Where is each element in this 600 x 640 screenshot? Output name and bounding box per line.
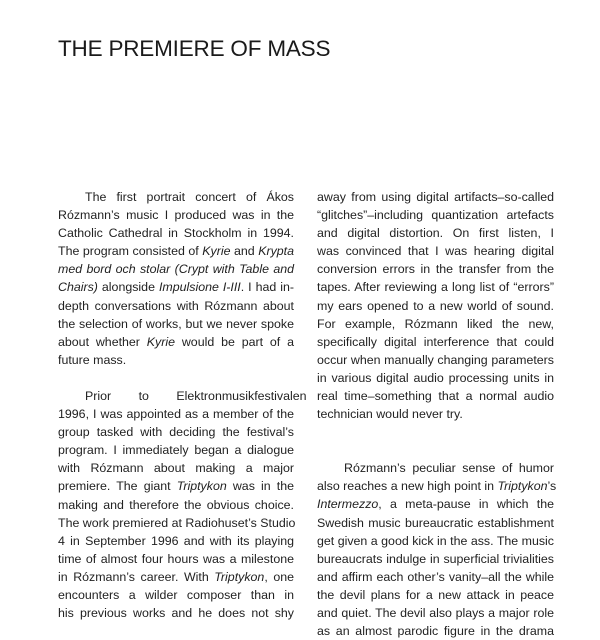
text-run: , a meta-pause in which the [378,497,554,512]
work-title-krypta-cont: med bord och stolar (Crypt with Table and [58,262,294,277]
text-line [317,495,554,513]
text-run: about whether [58,334,147,349]
paragraph-elektronmusikfestivalen [58,387,307,622]
work-title-intermezzo: Intermezzo [317,497,379,512]
work-title-kyrie: Kyrie [146,334,176,349]
text-line: conversion errors in the transfer from the [317,262,554,277]
page-title: THE PREMIERE OF MASS [58,36,331,61]
text-run: ’s [547,479,557,494]
text-line: future mass. [58,352,127,367]
text-line: Rózmann’s peculiar sense of humor [344,461,554,476]
text-line: my ears opened to a new world of sound. [317,298,554,313]
text-run: and [230,244,259,259]
paragraph-sense-of-humor [317,459,557,640]
text-line: and quiet. The devil also plays a major role [317,605,554,620]
text-line: as an almost parodic figure in the drama [317,624,554,639]
text-line: group tasked with deciding the festival’s [58,425,294,440]
text-line: Rózmann’s music I produced was in the [58,208,294,223]
work-title-triptykon: Triptykon [214,569,265,584]
text-line: the devil plans for a new attack in peace [317,587,554,602]
text-line: making and therefore the obvious choice. [58,497,294,512]
text-run: premiere. The giant [58,479,177,494]
text-run: was in the [226,479,294,494]
paragraph-digital-artifacts [317,188,554,423]
text-run: The program consisted of [58,244,203,259]
work-title-impulsione: Impulsione I-III [158,280,241,295]
text-line: specifically digital interference that could [317,334,554,349]
right-text-column [317,188,557,640]
text-line: occur when manually changing parameters [317,352,554,367]
text-run: in Rózmann’s career. With [58,569,215,584]
text-line: with Rózmann about making a major [58,461,294,476]
text-line: Catholic Cathedral in Stockholm in 1994. [58,226,294,241]
text-run: , one [264,569,294,584]
text-line: get given a good kick in the ass. The music [317,533,554,548]
text-line [58,260,294,278]
text-line: program. I immediately began a dialogue [58,443,294,458]
text-run: also reaches a new high point in [317,479,498,494]
text-line [58,568,294,586]
text-line: bureaucrats indulge in superficial trivialities [317,551,554,566]
text-line: 1996, I was appointed as a member of the [58,407,294,422]
text-line: the selection of works, but we never spoke [58,316,294,331]
work-title-krypta: Krypta [258,244,294,259]
left-text-column [58,188,307,622]
work-title-kyrie: Kyrie [202,244,231,259]
text-line: in various digital audio processing units in [317,370,554,385]
text-line: and digital distortion. On first listen, I [317,226,554,241]
text-line: technician would never try. [317,407,463,422]
text-line: For example, Rózmann liked the new, [317,316,554,331]
text-run: would be part of a [175,334,294,349]
text-line: 4 in September 1996 and with its playing [58,533,294,548]
text-line: Prior to Elektronmusikfestivalen [85,388,307,403]
text-line: Swedish music bureaucratic establishment [317,515,554,530]
work-title-triptykon: Triptykon [176,479,227,494]
text-line: “glitches”–including quantization artefacts [317,208,554,223]
text-line: depth conversations with Rózmann about [58,298,294,313]
text-line: tapes. After reviewing a long list of “errors” [317,280,554,295]
text-line [58,278,294,296]
text-line [58,477,294,495]
work-title-krypta-end: Chairs) [58,280,98,295]
text-run: . I had in- [240,280,295,295]
text-line [58,333,294,351]
text-line [58,242,294,260]
text-line: The first portrait concert of Ákos [85,190,294,204]
text-line: The work premiered at Radiohuset’s Studio [58,515,296,530]
work-title-triptykon: Triptykon [497,479,548,494]
paragraph-portrait-concert [58,188,294,369]
text-line: his previous works and he does not shy [58,606,294,621]
text-line: away from using digital artifacts–so-called [317,190,554,204]
text-run: alongside [97,280,159,295]
text-line [317,477,557,495]
text-line: encounters a wilder composer than in [58,587,294,602]
text-line: time of almost four hours was a milestone [58,551,294,566]
text-line: was convinced that I was hearing digital [317,244,554,259]
text-line: and affirm each other’s vanity–all the while [317,569,554,584]
text-line: real time–something that a normal audio [317,389,554,404]
